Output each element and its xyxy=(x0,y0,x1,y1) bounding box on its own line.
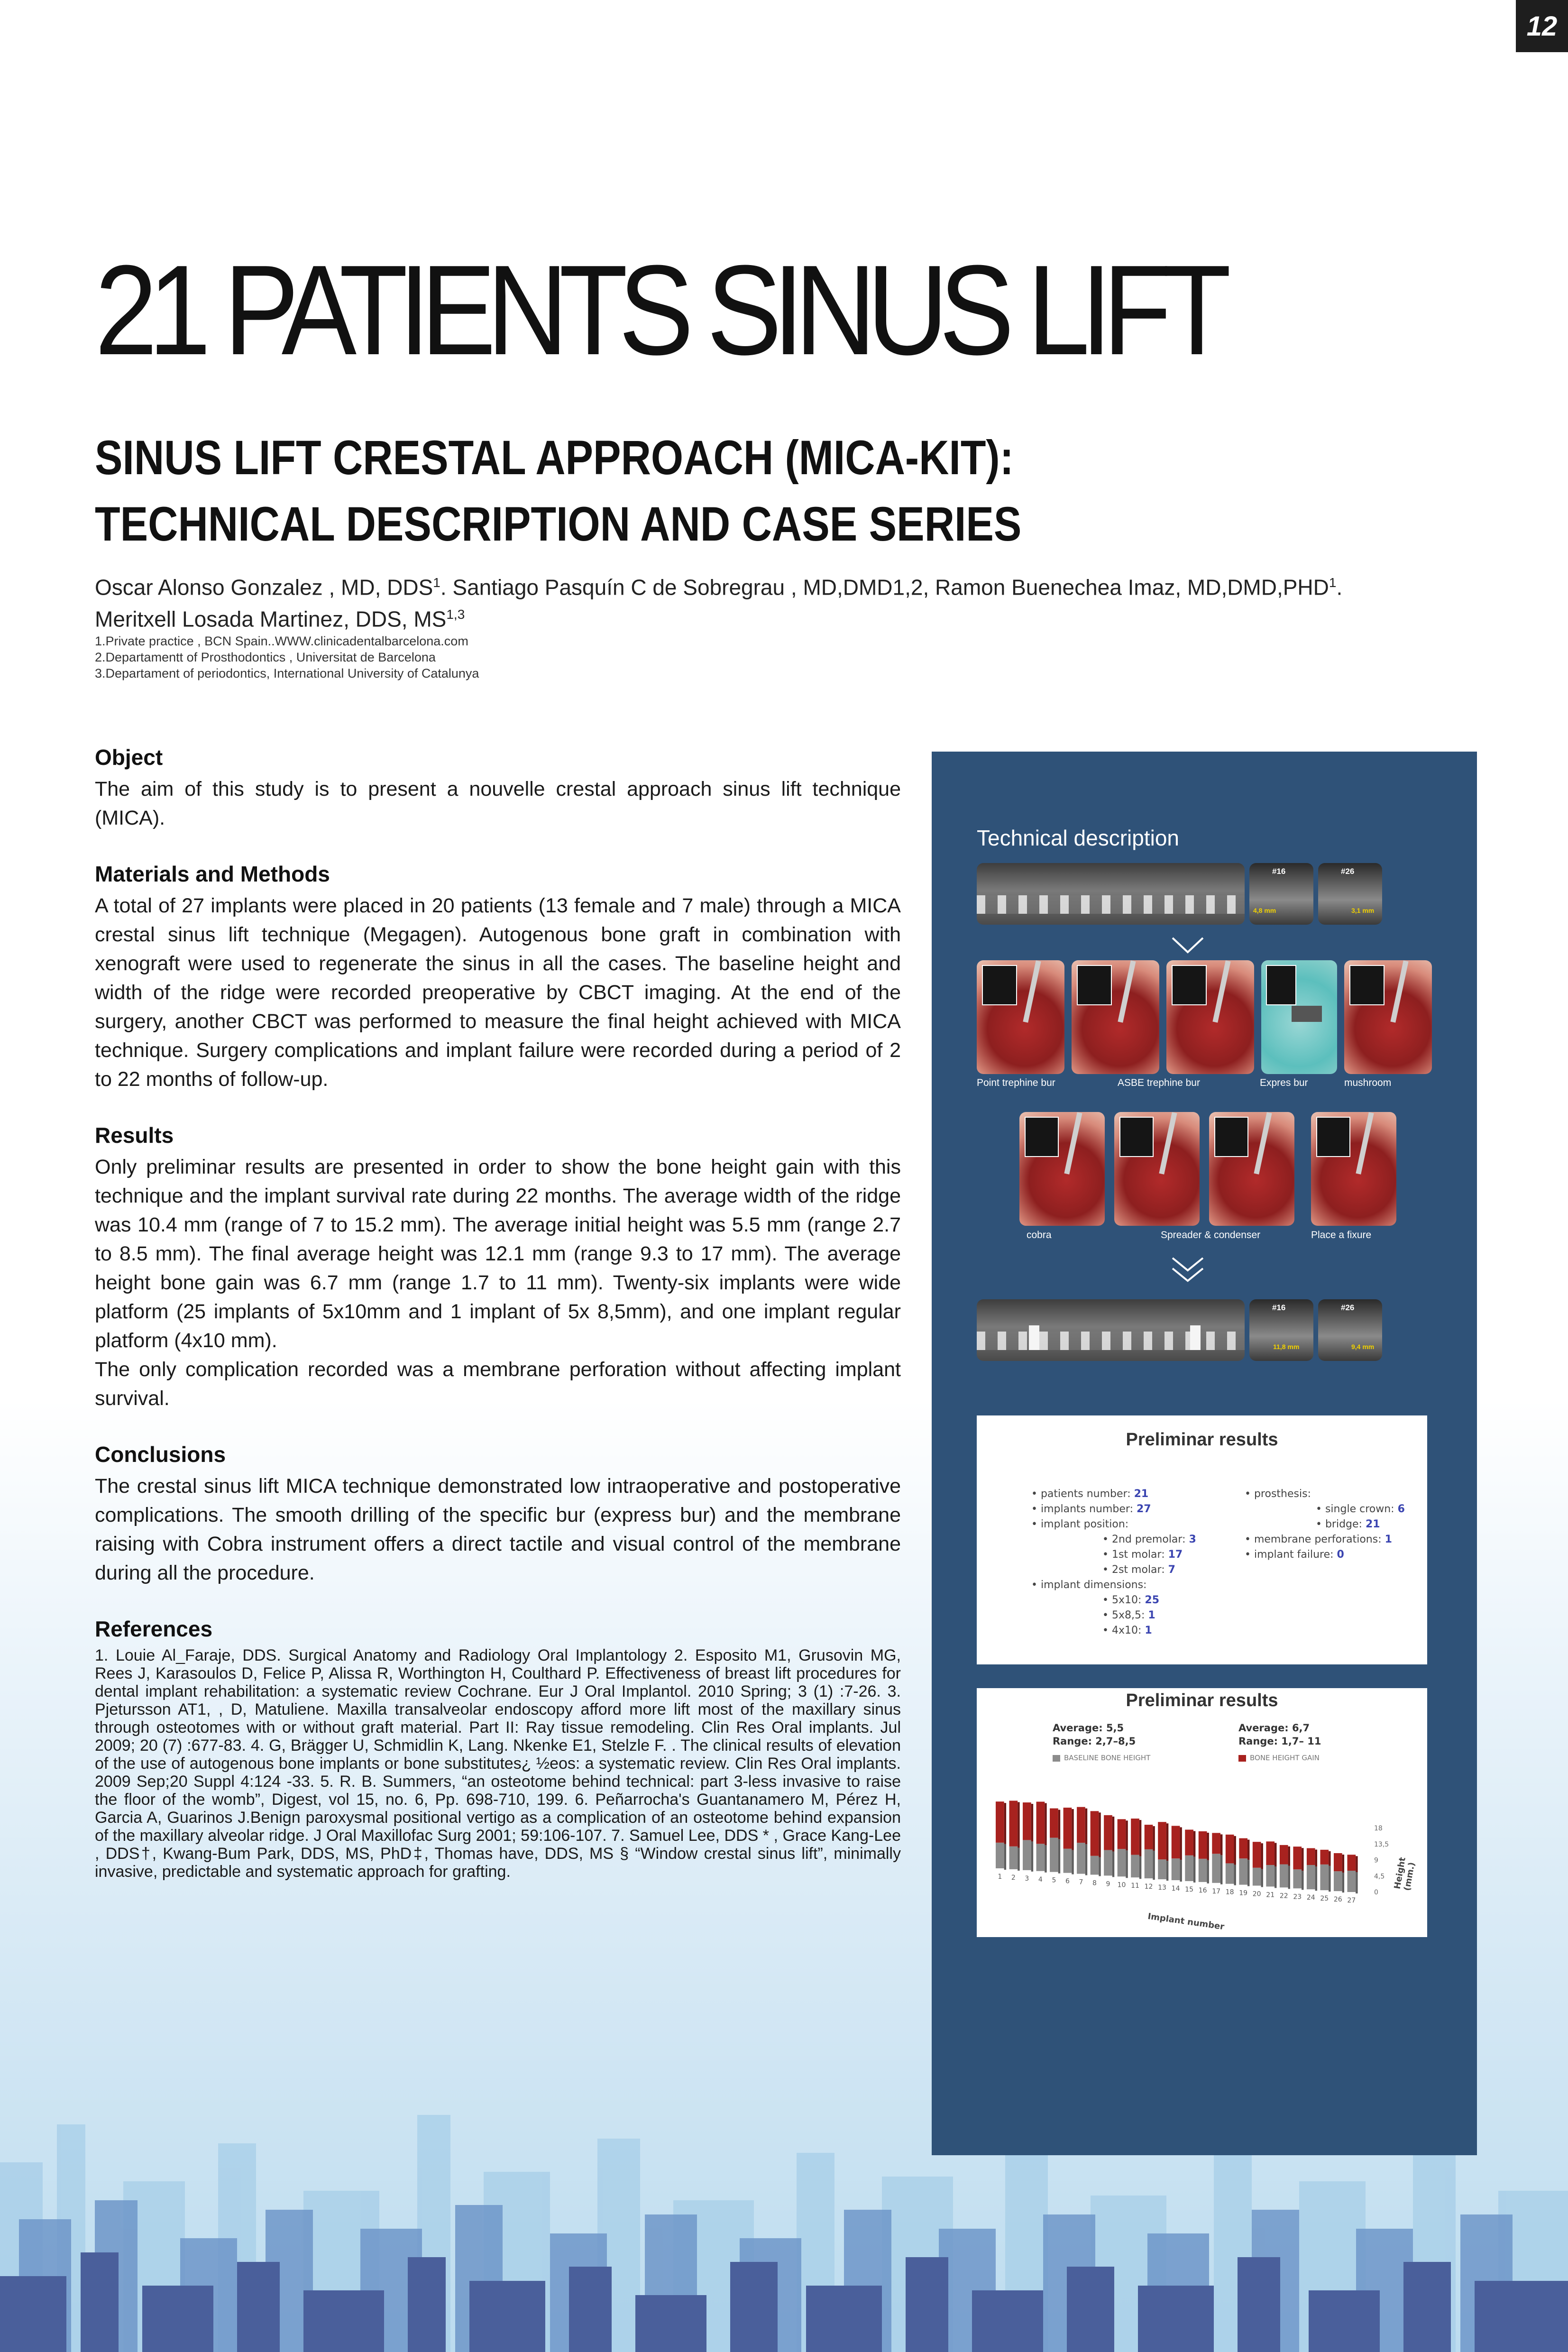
bar-gain-21 xyxy=(1266,1841,1275,1865)
bar-baseline-side xyxy=(1247,1860,1249,1886)
bar-baseline-25 xyxy=(1320,1865,1329,1890)
baseline-stats xyxy=(1053,1721,1136,1748)
section-object xyxy=(95,744,901,833)
bar-gain-side xyxy=(1288,1847,1290,1866)
x-tick-label: 10 xyxy=(1117,1881,1126,1889)
bar-gain-side xyxy=(1153,1826,1155,1851)
section-text-2: The only complication recorded was a membrane perforation without affecting implant survival. xyxy=(95,1358,901,1410)
bar-gain-23 xyxy=(1293,1847,1302,1869)
results-item-value: 6 xyxy=(1397,1503,1405,1515)
results-item-label: • 5x10: xyxy=(1102,1594,1145,1606)
bar-gain-side xyxy=(1315,1850,1317,1866)
legend-swatch-baseline xyxy=(1053,1755,1060,1762)
x-tick-label: 23 xyxy=(1293,1893,1302,1901)
x-tick-label: 12 xyxy=(1144,1883,1153,1891)
bone-height-bar-chart xyxy=(977,1766,1427,1937)
x-tick-label: 2 xyxy=(1011,1874,1016,1882)
results-list-item xyxy=(1031,1578,1411,1593)
bar-gain-11 xyxy=(1131,1819,1139,1855)
gain-range: Range: 1,7– 11 xyxy=(1238,1736,1321,1747)
bar-baseline-side xyxy=(1139,1856,1141,1879)
subtitle-line-2: TECHNICAL DESCRIPTION AND CASE SERIES xyxy=(95,497,1022,551)
bar-gain-side xyxy=(1112,1817,1114,1852)
bar-baseline-5 xyxy=(1050,1838,1058,1872)
bar-gain-side xyxy=(1166,1823,1168,1861)
author-sup-2: 1 xyxy=(1329,575,1337,590)
postop-cbct-26 xyxy=(1318,1299,1382,1361)
xray-tag: #26 xyxy=(1341,1303,1355,1312)
double-chevron-down-icon xyxy=(1169,1254,1207,1287)
bar-gain-side xyxy=(1072,1809,1073,1850)
bar-gain-19 xyxy=(1239,1838,1247,1859)
bar-gain-side xyxy=(1126,1820,1128,1850)
results-box-title: Preliminar results xyxy=(1126,1430,1278,1450)
authors xyxy=(95,569,1422,633)
bar-baseline-side xyxy=(1085,1844,1087,1875)
bar-gain-side xyxy=(1180,1827,1182,1860)
results-item-label: • 2st molar: xyxy=(1102,1564,1168,1576)
bar-gain-1 xyxy=(996,1801,1004,1843)
bar-baseline-side xyxy=(1193,1857,1195,1883)
results-item-value: 21 xyxy=(1134,1488,1149,1500)
chart-title: Preliminar results xyxy=(1126,1690,1278,1710)
bar-baseline-side xyxy=(1342,1873,1344,1893)
bar-gain-side xyxy=(1342,1855,1344,1873)
author-sup-3: 1,3 xyxy=(446,607,465,622)
bar-gain-13 xyxy=(1158,1822,1166,1859)
bar-baseline-1 xyxy=(996,1843,1004,1868)
bar-baseline-21 xyxy=(1266,1865,1275,1886)
bar-gain-17 xyxy=(1212,1833,1220,1854)
x-tick-label: 24 xyxy=(1306,1894,1315,1902)
bar-gain-27 xyxy=(1347,1855,1356,1871)
bar-baseline-7 xyxy=(1077,1843,1085,1874)
authors-line1-b: . Santiago Pasquín C de Sobregrau , MD,DMD1,2, Ramon Buenechea Imaz, MD,DMD,PHD xyxy=(440,575,1329,600)
paper-subtitle xyxy=(95,424,1114,557)
bar-baseline-10 xyxy=(1118,1849,1126,1876)
affiliations xyxy=(95,633,1043,681)
x-tick-label: 13 xyxy=(1158,1884,1166,1892)
xray-measure: 11,8 mm xyxy=(1273,1343,1300,1351)
x-tick-label: 14 xyxy=(1171,1885,1180,1893)
x-tick-label: 19 xyxy=(1239,1889,1248,1897)
bar-gain-18 xyxy=(1226,1835,1234,1864)
photo-asbe-trephine-bur xyxy=(1072,960,1159,1074)
section-text: The crestal sinus lift MICA technique demonstrated low intraoperative and postoperative complications. The smooth drilling of the specific bur (express bur) and the membrane raising with Cobra instrument offers a direct tactile and visual control of the membrane during all the procedure. xyxy=(95,1475,901,1584)
x-tick-label: 16 xyxy=(1198,1886,1207,1894)
x-tick-label: 20 xyxy=(1252,1890,1261,1898)
results-item-label: • single crown: xyxy=(1316,1503,1398,1515)
photo-spreader xyxy=(1114,1112,1200,1226)
x-tick-label: 26 xyxy=(1333,1896,1342,1904)
results-item-value: 7 xyxy=(1168,1564,1175,1576)
xray-teeth xyxy=(977,895,1245,914)
x-tick-label: 11 xyxy=(1131,1882,1139,1890)
bar-gain-25 xyxy=(1320,1850,1329,1865)
y-tick-label: 4,5 xyxy=(1374,1873,1385,1881)
results-item-label: • 1st molar: xyxy=(1102,1549,1168,1561)
x-tick-label: 5 xyxy=(1052,1876,1056,1884)
xray-tag: #16 xyxy=(1272,1303,1286,1312)
bar-baseline-11 xyxy=(1131,1855,1139,1877)
bar-baseline-9 xyxy=(1104,1850,1112,1875)
x-tick-label: 9 xyxy=(1106,1880,1110,1888)
bar-baseline-26 xyxy=(1334,1871,1342,1891)
x-tick-label: 18 xyxy=(1225,1888,1234,1896)
bar-baseline-side xyxy=(1004,1844,1006,1870)
preliminar-results-chart xyxy=(977,1688,1427,1937)
preop-panoramic-xray xyxy=(977,863,1245,925)
preop-cbct-16 xyxy=(1249,863,1313,925)
results-list-item xyxy=(1245,1487,1434,1502)
bar-gain-side xyxy=(1356,1856,1357,1872)
bar-baseline-side xyxy=(1112,1851,1114,1877)
results-list-item xyxy=(1245,1532,1434,1547)
results-item-value: 21 xyxy=(1365,1518,1380,1530)
bar-baseline-2 xyxy=(1009,1847,1018,1869)
x-tick-label: 3 xyxy=(1025,1874,1029,1883)
bar-gain-10 xyxy=(1118,1819,1126,1849)
photo-condenser xyxy=(1209,1112,1294,1226)
legend-label-baseline: BASELINE BONE HEIGHT xyxy=(1064,1754,1151,1762)
bar-gain-side xyxy=(1085,1809,1087,1844)
bar-baseline-side xyxy=(1058,1839,1060,1873)
bar-baseline-side xyxy=(1207,1860,1209,1883)
results-item-label: • implant dimensions: xyxy=(1031,1579,1147,1591)
results-item-value: 1 xyxy=(1385,1534,1392,1545)
photo-place-fixure xyxy=(1311,1112,1396,1226)
legend-gain xyxy=(1238,1754,1320,1762)
xray-tag: #26 xyxy=(1341,867,1355,876)
legend-label-gain: BONE HEIGHT GAIN xyxy=(1250,1754,1320,1762)
results-item-label: • implants number: xyxy=(1031,1503,1137,1515)
legend-swatch-gain xyxy=(1238,1755,1246,1762)
subtitle-line-1: SINUS LIFT CRESTAL APPROACH (MICA-KIT): xyxy=(95,431,1014,485)
results-item-value: 1 xyxy=(1145,1625,1152,1636)
results-item-label: • implant failure: xyxy=(1245,1549,1337,1561)
legend-baseline xyxy=(1053,1754,1150,1762)
caption-expres-bur: Expres bur xyxy=(1260,1077,1308,1088)
bar-baseline-side xyxy=(1166,1861,1168,1881)
bar-gain-16 xyxy=(1199,1831,1207,1859)
bar-gain-side xyxy=(1234,1836,1236,1865)
postop-cbct-16 xyxy=(1249,1299,1313,1361)
bar-gain-20 xyxy=(1253,1842,1261,1868)
bar-baseline-side xyxy=(1126,1850,1128,1878)
x-tick-label: 22 xyxy=(1279,1892,1288,1900)
bar-baseline-18 xyxy=(1226,1863,1234,1883)
bar-gain-2 xyxy=(1009,1801,1018,1846)
bar-gain-side xyxy=(1004,1803,1006,1844)
bar-baseline-side xyxy=(1099,1857,1100,1876)
preliminar-results-list xyxy=(977,1415,1427,1664)
results-item-label: • prosthesis: xyxy=(1245,1488,1311,1500)
x-tick-label: 8 xyxy=(1092,1879,1097,1887)
technical-description-panel xyxy=(932,752,1477,2155)
photo-asbe-osteotomy xyxy=(1166,960,1254,1074)
bar-baseline-19 xyxy=(1239,1858,1247,1884)
bar-gain-24 xyxy=(1307,1848,1315,1865)
bar-baseline-16 xyxy=(1199,1859,1207,1882)
bar-gain-side xyxy=(1099,1812,1100,1857)
section-text: The aim of this study is to present a nouvelle crestal approach sinus lift technique (MICA). xyxy=(95,778,901,829)
affiliation-2: 2.Departamentt of Prosthodontics , Universitat de Barcelona xyxy=(95,650,436,664)
bar-baseline-side xyxy=(1220,1855,1222,1884)
results-list-item xyxy=(1245,1502,1434,1517)
bar-baseline-side xyxy=(1180,1860,1182,1882)
bar-gain-22 xyxy=(1280,1845,1288,1865)
y-tick-label: 13,5 xyxy=(1374,1840,1389,1848)
bar-baseline-side xyxy=(1234,1865,1236,1885)
section-references xyxy=(95,1616,901,1881)
results-item-label: • implant position: xyxy=(1031,1518,1129,1530)
results-list-item xyxy=(1245,1517,1434,1532)
bar-gain-4 xyxy=(1036,1801,1045,1844)
x-tick-label: 4 xyxy=(1038,1875,1043,1883)
results-item-value: 17 xyxy=(1168,1549,1183,1561)
xray-measure: 4,8 mm xyxy=(1253,907,1276,914)
section-text: A total of 27 implants were placed in 20 patients (13 female and 7 male) through a MICA crestal sinus lift technique (Megagen). Autogenous bone graft in combination with xenograft were used to regenerate the sinus in all the cases. The baseline height and width of the ridge were recorded preoperative by CBCT imaging. At the end of the surgery, another CBCT was performed to measure the final height achieved with MICA technique. Surgery complications and implant failure were recorded during a period of 2 to 22 months of follow-up. xyxy=(95,894,901,1091)
bar-gain-15 xyxy=(1185,1829,1193,1855)
bar-baseline-3 xyxy=(1023,1840,1031,1870)
results-item-value: 3 xyxy=(1189,1534,1196,1545)
bar-baseline-side xyxy=(1356,1872,1357,1893)
bar-baseline-side xyxy=(1045,1845,1046,1872)
authors-line1-c: . xyxy=(1336,575,1343,600)
references-text: 1. Louie Al_Faraje, DDS. Surgical Anatomy and Radiology Oral Implantology 2. Esposito M1, Grusovin MG, Rees J, Karasoulos D, Felice P, Alissa R, Worthington H, Coulthard P. Effectiveness of breast lift procedures for dental implant rehabilitation: a systematic review Cochrane. Eur J Oral Implantol. 2010 Spring; 3 (1) :7-26. 3. Pjetursson AT1, , D, Matuliene. Maxilla transalveolar endoscopy afford more lift most of the maxillary sinus through osteotomes with or without graft material. Part II: Ray tissue remodeling. Clin Res Oral implants. Jul 2009; 20 (7) :677-83. 4. G, Brägger U, Schmidlin K, Lang. Nkenke E1, Stelzle F. . The clinical results of elevation of the use of autogenous bone implants or bone substitutes¿ ½eos: a systematic review. Clin Res Oral implants. 2009 Sep;20 Suppl 4:124 -33. 5. R. B. Summers, “an osteotome behind technical: part 3-less invasive to raise the floor of the womb”, Digest, vol 15, no. 6, Pp. 698-710, 199. 6. Peñarrocha's Guantanamero M, Pérez H, Garcia A, Guarinos J.Benign paroxysmal positional vertigo as a complication of an osteotome behind expansion of the maxillary alveolar ridge. J Oral Maxillofac Surg 2001; 59:106-107. 7. Samuel Lee, DDS * , Grace Kang-Lee , DDS†, Kwang-Bum Park, DDS, MS, PhD‡, Thomas have, DDS, MS § “Window crestal sinus lift”, minimally invasive, predictable and systematic approach for grafting. xyxy=(95,1646,901,1881)
bar-gain-side xyxy=(1058,1810,1060,1839)
section-methods xyxy=(95,861,901,1094)
section-heading: Object xyxy=(95,745,163,770)
bar-baseline-27 xyxy=(1347,1871,1356,1892)
bar-gain-side xyxy=(1207,1833,1209,1860)
postop-panoramic-xray xyxy=(977,1299,1245,1361)
photo-cobra xyxy=(1019,1112,1105,1226)
bar-baseline-side xyxy=(1072,1850,1073,1874)
xray-tag: #16 xyxy=(1272,867,1286,876)
caption-mushroom: mushroom xyxy=(1344,1077,1392,1088)
results-right-list xyxy=(1245,1487,1434,1562)
author-sup-1: 1 xyxy=(433,575,440,590)
results-list-item xyxy=(1245,1547,1434,1562)
y-axis-label: Height (mm.) xyxy=(1392,1856,1417,1892)
bar-gain-12 xyxy=(1145,1825,1153,1849)
bar-baseline-side xyxy=(1275,1866,1276,1888)
results-item-label: • 2nd premolar: xyxy=(1102,1534,1189,1545)
bar-gain-side xyxy=(1302,1848,1303,1871)
results-list-item xyxy=(1031,1562,1411,1578)
bar-baseline-13 xyxy=(1158,1859,1166,1879)
baseline-range: Range: 2,7–8,5 xyxy=(1053,1736,1136,1747)
bar-gain-side xyxy=(1193,1831,1195,1856)
left-text-column xyxy=(95,744,901,1909)
x-tick-label: 6 xyxy=(1065,1877,1070,1885)
caption-asbe-trephine-bur: ASBE trephine bur xyxy=(1118,1077,1200,1088)
bar-baseline-side xyxy=(1329,1866,1330,1892)
chevron-down-icon xyxy=(1169,934,1207,958)
xray-teeth xyxy=(977,1332,1245,1350)
bar-gain-side xyxy=(1220,1834,1222,1855)
bar-gain-side xyxy=(1247,1840,1249,1860)
photo-mushroom xyxy=(1344,960,1432,1074)
xray-measure: 9,4 mm xyxy=(1351,1343,1375,1351)
bar-baseline-6 xyxy=(1064,1849,1072,1873)
bar-baseline-side xyxy=(1018,1848,1019,1871)
bar-gain-7 xyxy=(1077,1807,1085,1843)
bar-gain-9 xyxy=(1104,1815,1112,1850)
photo-expres-bur xyxy=(1261,960,1337,1074)
results-item-label: • 4x10: xyxy=(1102,1625,1145,1636)
x-tick-label: 15 xyxy=(1185,1885,1194,1893)
preop-cbct-26 xyxy=(1318,863,1382,925)
baseline-average: Average: 5,5 xyxy=(1053,1722,1124,1734)
bar-gain-side xyxy=(1139,1820,1141,1856)
x-tick-label: 25 xyxy=(1320,1895,1329,1903)
y-tick-label: 18 xyxy=(1374,1825,1383,1832)
bar-baseline-14 xyxy=(1172,1858,1180,1880)
y-tick-label: 9 xyxy=(1374,1856,1378,1865)
bar-baseline-24 xyxy=(1307,1865,1315,1889)
section-heading: Conclusions xyxy=(95,1442,226,1467)
x-axis-label: Implant number xyxy=(1147,1911,1225,1932)
affiliation-3: 3.Departament of periodontics, International University of Catalunya xyxy=(95,666,479,680)
bar-baseline-side xyxy=(1288,1866,1290,1889)
bar-baseline-side xyxy=(1315,1866,1317,1891)
section-results xyxy=(95,1122,901,1413)
results-item-value: 27 xyxy=(1136,1503,1151,1515)
x-tick-label: 1 xyxy=(998,1873,1002,1881)
bar-gain-side xyxy=(1031,1804,1033,1841)
bar-baseline-17 xyxy=(1212,1854,1220,1883)
bar-baseline-side xyxy=(1302,1871,1303,1890)
bar-gain-6 xyxy=(1064,1808,1072,1849)
bar-gain-side xyxy=(1045,1803,1046,1845)
results-list-item xyxy=(1031,1608,1411,1623)
results-item-value: 25 xyxy=(1145,1594,1160,1606)
bar-gain-side xyxy=(1261,1843,1263,1869)
x-tick-label: 27 xyxy=(1347,1897,1356,1904)
page-number-badge: 12 xyxy=(1516,0,1568,52)
x-tick-label: 21 xyxy=(1266,1891,1275,1899)
bar-baseline-15 xyxy=(1185,1856,1193,1881)
bar-baseline-side xyxy=(1031,1841,1033,1871)
bar-baseline-8 xyxy=(1091,1856,1099,1875)
bar-baseline-side xyxy=(1261,1869,1263,1887)
caption-point-trephine-bur: Point trephine bur xyxy=(977,1077,1055,1088)
bar-baseline-23 xyxy=(1293,1869,1302,1888)
bar-gain-5 xyxy=(1050,1809,1058,1838)
bar-baseline-20 xyxy=(1253,1868,1261,1886)
bar-baseline-4 xyxy=(1036,1844,1045,1871)
xray-measure: 3,1 mm xyxy=(1351,907,1375,914)
x-tick-label: 7 xyxy=(1079,1878,1083,1886)
main-title: 21 PATIENTS SINUS LIFT xyxy=(95,239,1222,382)
bar-gain-side xyxy=(1018,1802,1019,1847)
results-item-label: • membrane perforations: xyxy=(1245,1534,1385,1545)
x-tick-label: 17 xyxy=(1212,1887,1221,1895)
section-heading: Materials and Methods xyxy=(95,862,330,886)
bar-gain-3 xyxy=(1023,1802,1031,1840)
caption-cobra: cobra xyxy=(1027,1230,1052,1240)
bar-baseline-side xyxy=(1153,1851,1155,1880)
panel-title: Technical description xyxy=(977,826,1180,850)
bar-gain-14 xyxy=(1172,1826,1180,1858)
bar-gain-side xyxy=(1275,1843,1276,1866)
results-item-value: 1 xyxy=(1148,1609,1155,1621)
bar-gain-side xyxy=(1329,1851,1330,1866)
authors-line2: Meritxell Losada Martinez, DDS, MS xyxy=(95,606,447,632)
bar-baseline-22 xyxy=(1280,1865,1288,1888)
section-conclusions xyxy=(95,1442,901,1588)
results-item-label: • 5x8,5: xyxy=(1102,1609,1148,1621)
caption-place-fixure: Place a fixure xyxy=(1311,1230,1372,1240)
gain-stats xyxy=(1238,1721,1321,1748)
section-heading: References xyxy=(95,1617,213,1641)
results-item-label: • patients number: xyxy=(1031,1488,1134,1500)
photo-point-trephine-bur xyxy=(977,960,1064,1074)
authors-line1-a: Oscar Alonso Gonzalez , MD, DDS xyxy=(95,575,433,600)
bar-gain-26 xyxy=(1334,1853,1342,1871)
results-item-value: 0 xyxy=(1337,1549,1344,1561)
caption-spreader-condenser: Spreader & condenser xyxy=(1161,1230,1261,1240)
y-tick-label: 0 xyxy=(1374,1889,1378,1896)
section-heading: Results xyxy=(95,1123,174,1148)
bar-gain-8 xyxy=(1091,1811,1099,1856)
section-text: Only preliminar results are presented in order to show the bone height gain with this technique and the implant survival rate during 22 months. The average width of the ridge was 10.4 mm (range of 7 to 15.2 mm). The average initial height was 5.5 mm (range 2.7 to 8.5 mm). The final average height was 12.1 mm (range 9.3 to 17 mm). The average height bone gain was 6.7 mm (range 1.7 to 11 mm). Twenty-six implants were wide platform (25 implants of 5x10mm and 1 implant of 5x 8,5mm), and one implant regular platform (4x10 mm). xyxy=(95,1156,901,1352)
bar-baseline-12 xyxy=(1145,1849,1153,1878)
gain-average: Average: 6,7 xyxy=(1238,1722,1310,1734)
results-item-label: • bridge: xyxy=(1316,1518,1366,1530)
results-list-item xyxy=(1031,1593,1411,1608)
results-list-item xyxy=(1031,1623,1411,1638)
affiliation-1: 1.Private practice , BCN Spain..WWW.clinicadentalbarcelona.com xyxy=(95,634,468,648)
